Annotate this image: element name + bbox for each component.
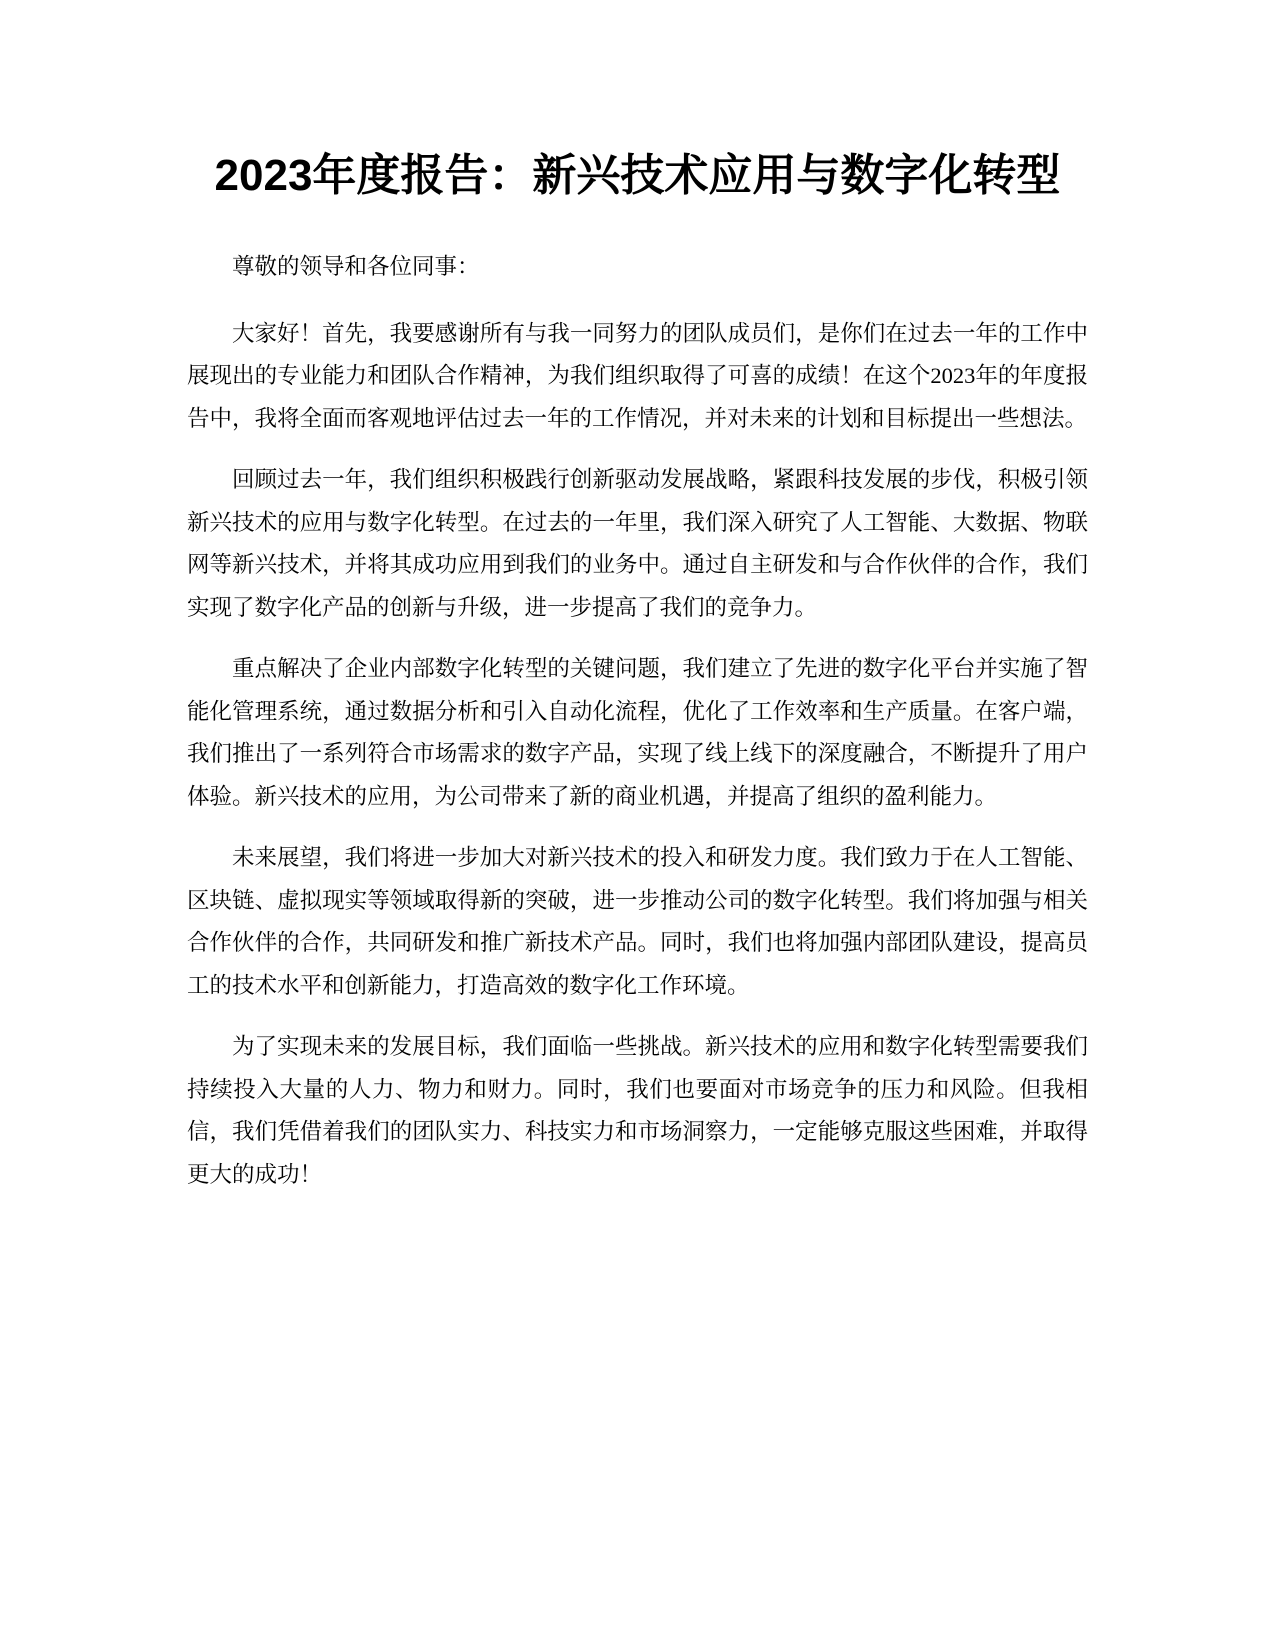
document-title: 2023年度报告：新兴技术应用与数字化转型 (214, 151, 1061, 200)
paragraph-5: 为了实现未来的发展目标，我们面临一些挑战。新兴技术的应用和数字化转型需要我们持续投入大量的人力、物力和财力。同时，我们也要面对市场竞争的压力和风险。但我相信，我们凭借着我们的团队实力、科技实力和市场洞察力，一定能够克服这些困难，并取得更大的成功！ (187, 1034, 1088, 1187)
paragraph-3: 重点解决了企业内部数字化转型的关键问题，我们建立了先进的数字化平台并实施了智能化管理系统，通过数据分析和引入自动化流程，优化了工作效率和生产质量。在客户端，我们推出了一系列符合市场需求的数字产品，实现了线上线下的深度融合，不断提升了用户体验。新兴技术的应用，为公司带来了新的商业机遇，并提高了组织的盈利能力。 (187, 656, 1088, 809)
paragraph-4: 未来展望，我们将进一步加大对新兴技术的投入和研发力度。我们致力于在人工智能、区块链、虚拟现实等领域取得新的突破，进一步推动公司的数字化转型。我们将加强与相关合作伙伴的合作，共同研发和推广新技术产品。同时，我们也将加强内部团队建设，提高员工的技术水平和创新能力，打造高效的数字化工作环境。 (187, 845, 1088, 998)
paragraph-2: 回顾过去一年，我们组织积极践行创新驱动发展战略，紧跟科技发展的步伐，积极引领新兴技术的应用与数字化转型。在过去的一年里，我们深入研究了人工智能、大数据、物联网等新兴技术，并将其成功应用到我们的业务中。通过自主研发和与合作伙伴的合作，我们实现了数字化产品的创新与升级，进一步提高了我们的竞争力。 (187, 467, 1088, 620)
salutation: 尊敬的领导和各位同事： (232, 254, 480, 279)
paragraph-1: 大家好！首先，我要感谢所有与我一同努力的团队成员们，是你们在过去一年的工作中展现出的专业能力和团队合作精神，为我们组织取得了可喜的成绩！在这个2023年的年度报告中，我将全面而客观地评估过去一年的工作情况，并对未来的计划和目标提出一些想法。 (187, 320, 1088, 431)
document-body (187, 246, 1088, 1215)
